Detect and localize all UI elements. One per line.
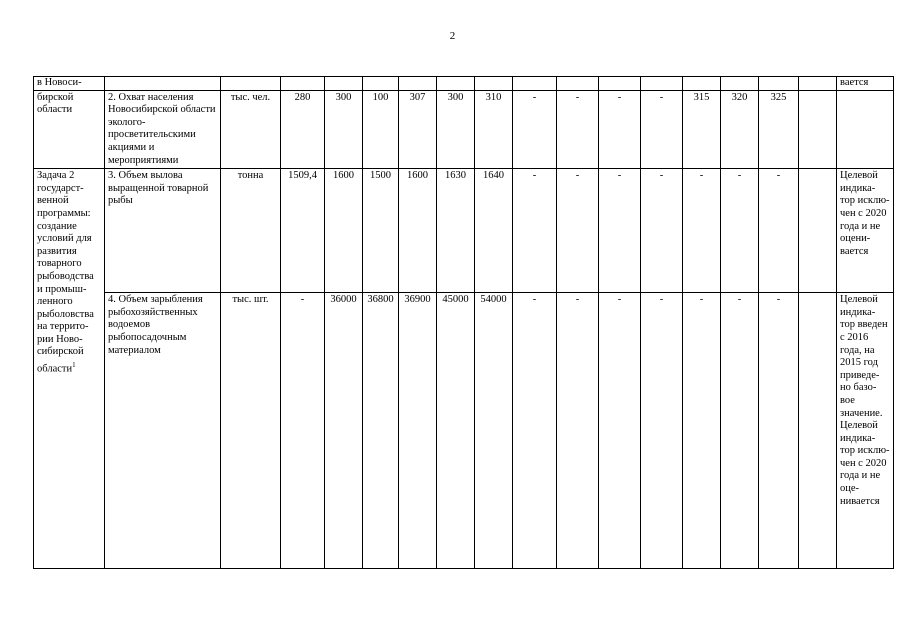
value-cell: - — [721, 293, 759, 569]
goal-cell: бирской области — [34, 90, 105, 169]
value-cell: 280 — [281, 90, 325, 169]
note-cell-fragment: вается — [837, 77, 894, 91]
value-cell: - — [513, 293, 557, 569]
value-cell: - — [599, 293, 641, 569]
value-cell: - — [759, 293, 799, 569]
value-cell: - — [557, 169, 599, 293]
table-row-indicator-2 — [34, 90, 894, 169]
value-cell: 100 — [363, 90, 399, 169]
value-cell: 310 — [475, 90, 513, 169]
page-number: 2 — [449, 30, 456, 42]
value-cell: 36900 — [399, 293, 437, 569]
value-cell: - — [721, 169, 759, 293]
table-row-top — [34, 77, 894, 91]
value-cell: - — [281, 293, 325, 569]
task-footnote-mark: 1 — [72, 361, 76, 370]
note-cell — [837, 90, 894, 169]
value-cell: - — [641, 293, 683, 569]
value-cell: - — [683, 293, 721, 569]
value-cell: 1500 — [363, 169, 399, 293]
value-cell: 1509,4 — [281, 169, 325, 293]
indicator-name: 2. Охват населения Новосибирской области эколого-просветительскими акциями и мероприятиями — [105, 90, 221, 169]
value-cell: 1640 — [475, 169, 513, 293]
indicators-table — [33, 76, 894, 569]
value-cell: - — [641, 169, 683, 293]
value-cell: 307 — [399, 90, 437, 169]
value-cell: 1600 — [325, 169, 363, 293]
value-cell: - — [683, 169, 721, 293]
unit-cell: тыс. шт. — [221, 293, 281, 569]
table-row-indicator-3 — [34, 169, 894, 293]
indicator-name: 3. Объем вылова выращенной товарной рыбы — [105, 169, 221, 293]
value-cell: 315 — [683, 90, 721, 169]
value-cell: - — [599, 169, 641, 293]
value-cell: 320 — [721, 90, 759, 169]
unit-cell: тыс. чел. — [221, 90, 281, 169]
note-cell: Целевой индика-тор введен с 2016 года, на 2015 год приведе-но базо-вое значение. Целевой индика-тор исклю-чен с 2020 года и не оце-нивается — [837, 293, 894, 569]
value-cell: - — [557, 90, 599, 169]
value-cell: - — [641, 90, 683, 169]
task-cell — [34, 169, 105, 569]
value-cell: 1630 — [437, 169, 475, 293]
value-cell: 1600 — [399, 169, 437, 293]
value-cell: - — [599, 90, 641, 169]
value-cell: 300 — [437, 90, 475, 169]
indicator-name: 4. Объем зарыбления рыбохозяйственных водоемов рыбопосадочным материалом — [105, 293, 221, 569]
value-cell: - — [513, 169, 557, 293]
value-cell: - — [759, 169, 799, 293]
value-cell: 36000 — [325, 293, 363, 569]
value-cell: 45000 — [437, 293, 475, 569]
unit-cell: тонна — [221, 169, 281, 293]
task-text: Задача 2 государст-венной программы: создание условий для развития товарного рыбоводства и промыш-ленного рыболовства на террито-рии Ново-сибирской области — [37, 170, 94, 375]
goal-cell-fragment: в Новоси- — [34, 77, 105, 91]
value-cell: - — [513, 90, 557, 169]
value-cell: 54000 — [475, 293, 513, 569]
note-cell: Целевой индика-тор исклю-чен с 2020 года и не оцени-вается — [837, 169, 894, 293]
value-cell: - — [557, 293, 599, 569]
table-row-indicator-4 — [34, 293, 894, 569]
value-cell: 300 — [325, 90, 363, 169]
value-cell: 325 — [759, 90, 799, 169]
value-cell: 36800 — [363, 293, 399, 569]
